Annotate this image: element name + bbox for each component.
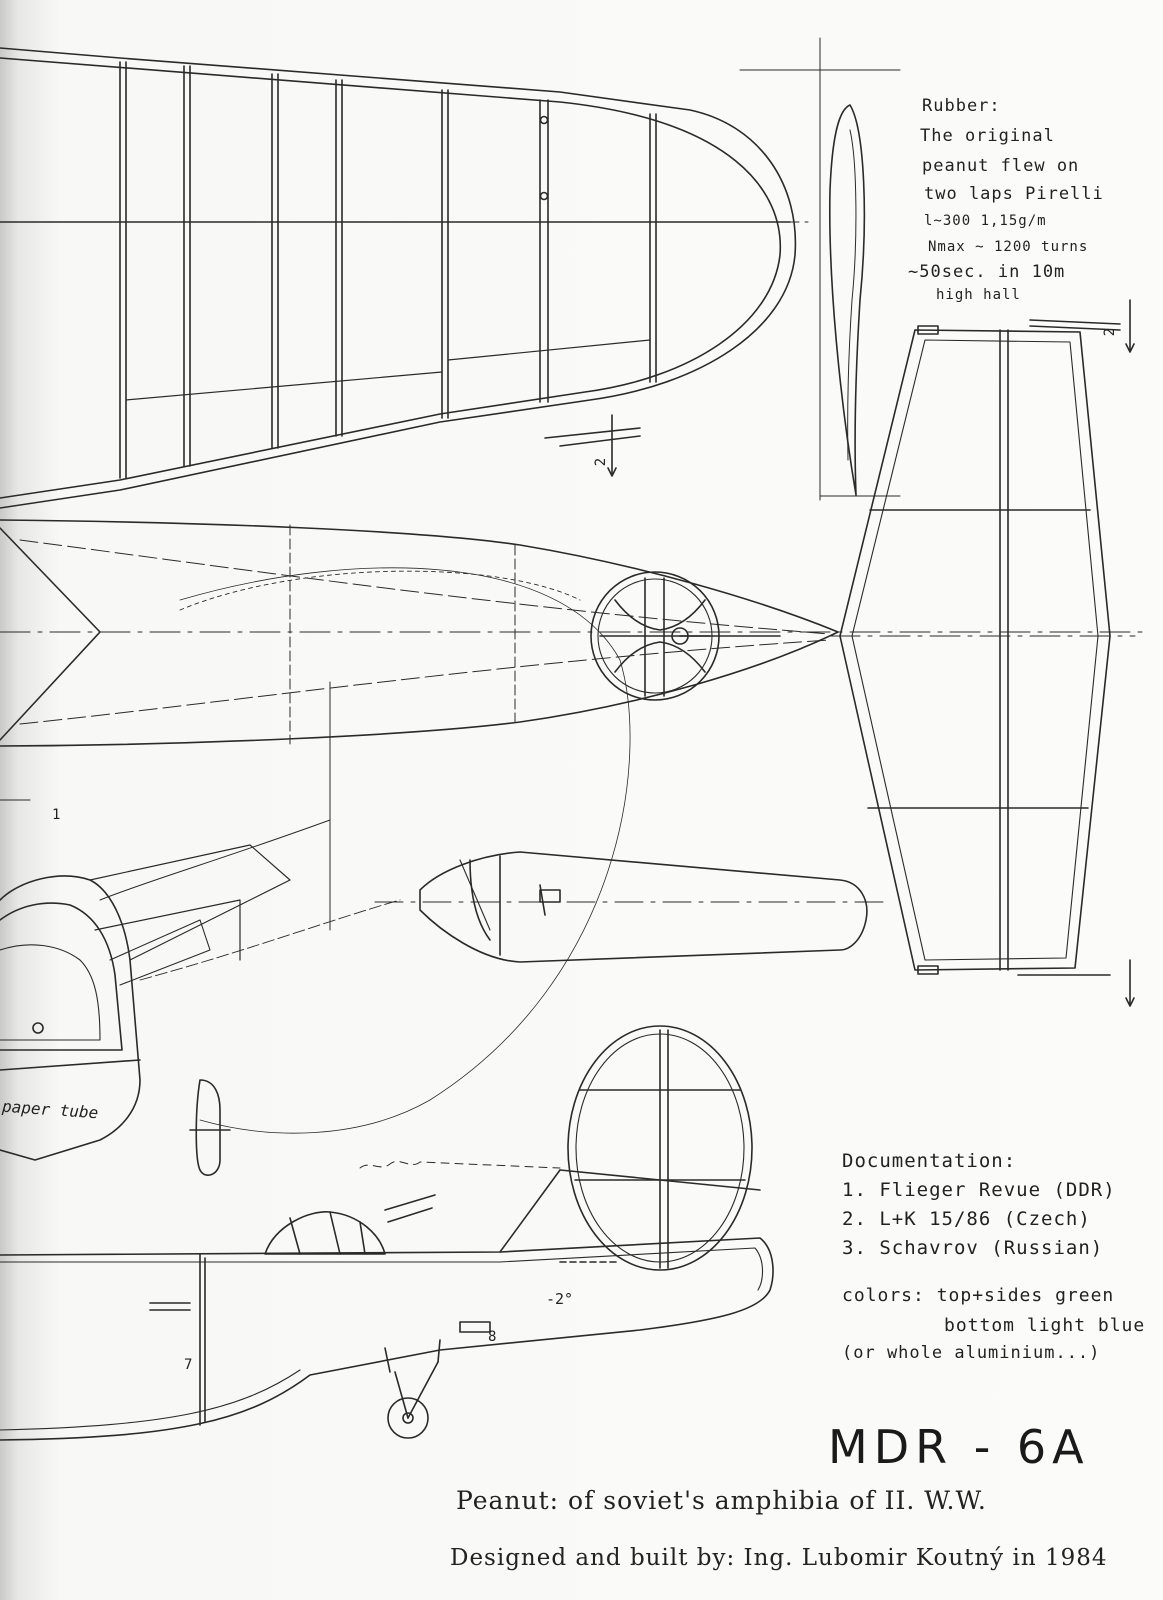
- documentation-heading: Documentation:: [842, 1150, 1017, 1172]
- rubber-note-line-2: The original: [920, 126, 1055, 146]
- paper-tube-label: paper tube: [1, 1096, 99, 1123]
- rubber-note-line-4: two laps Pirelli: [924, 184, 1104, 204]
- incidence-label: -2°: [546, 1290, 574, 1308]
- plan-subtitle: Peanut: of soviet's amphibia of II. W.W.: [456, 1486, 987, 1515]
- rubber-note-heading: Rubber:: [922, 96, 1001, 116]
- documentation-item-3: 3. Schavrov (Russian): [842, 1237, 1104, 1259]
- hull-side-view: [0, 1026, 773, 1440]
- section-label-1: 1: [52, 807, 61, 823]
- rubber-note-line-6: Nmax ~ 1200 turns: [928, 239, 1089, 255]
- colors-note-line-2: bottom light blue: [944, 1315, 1146, 1336]
- rubber-note-line-3: peanut flew on: [922, 156, 1080, 176]
- rubber-note-line-7: ~50sec. in 10m: [908, 262, 1066, 282]
- dihedral-label-wing: 2: [593, 457, 610, 467]
- wing-trailing-spar-2: [448, 340, 650, 360]
- dihedral-label-tail: 2: [1102, 327, 1119, 337]
- wing-planform: [0, 48, 810, 508]
- colors-note-line-1: colors: top+sides green: [842, 1285, 1115, 1306]
- plan-credit: Designed and built by: Ing. Lubomir Koutný in 1984: [450, 1545, 1108, 1571]
- plan-title: MDR - 6A: [828, 1420, 1090, 1474]
- wing-trailing-spar: [126, 372, 442, 400]
- section-label-7: 7: [184, 1357, 193, 1373]
- fuselage-side-view: [375, 852, 890, 962]
- tailplane: [830, 300, 1135, 1006]
- rubber-note-line-5: l~300 1,15g/m: [924, 213, 1047, 229]
- rubber-note-line-8: high hall: [936, 287, 1021, 303]
- section-label-8: 8: [488, 1329, 497, 1345]
- wing-dihedral-marker: [545, 428, 640, 438]
- wingtip-airfoil: [740, 38, 900, 500]
- fuselage-top-view: [0, 520, 1150, 1133]
- wing-hole-1: [541, 117, 548, 124]
- wing-hole-2: [541, 193, 548, 200]
- colors-note-line-3: (or whole aluminium...): [842, 1343, 1101, 1363]
- documentation-item-1: 1. Flieger Revue (DDR): [842, 1179, 1116, 1201]
- documentation-item-2: 2. L+K 15/86 (Czech): [842, 1208, 1091, 1230]
- wing-ribs: [120, 62, 656, 478]
